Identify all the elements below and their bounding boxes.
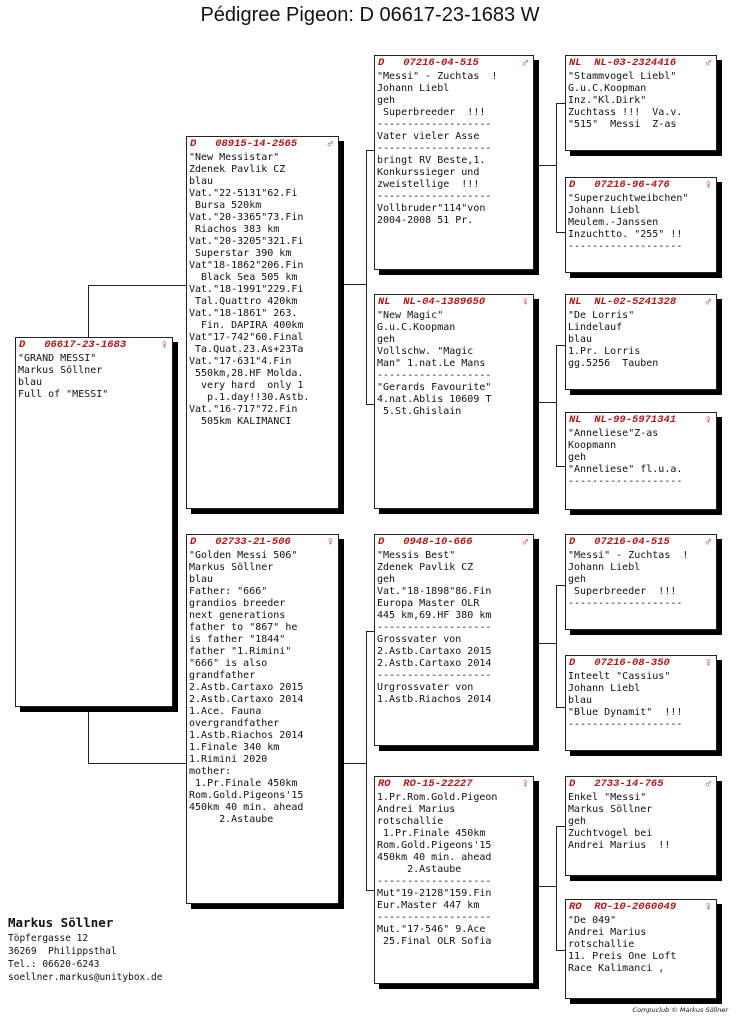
card-line: -------------------: [568, 476, 683, 487]
card-line: Johann Liebl: [568, 562, 641, 573]
card-line: G.u.C.Koopman: [568, 83, 647, 94]
card-line: Eur.Master 447 km: [377, 900, 480, 911]
card-line: -------------------: [377, 191, 492, 202]
card-header: [566, 656, 716, 671]
card-line: 5.St.Ghislain: [377, 406, 462, 417]
card-line: -------------------: [568, 719, 683, 730]
pedigree-card-great-grandparent-2: [565, 177, 717, 273]
card-line: Vat."22-5131"62.Fi: [189, 188, 298, 199]
card-line: Riachos 383 km: [189, 224, 280, 235]
card-line: "Golden Messi 506": [189, 550, 298, 561]
pedigree-card-great-grandparent-4: [565, 412, 717, 510]
card-line: Mut"19-2128"159.Fin: [377, 888, 492, 899]
card-line: Father: "666": [189, 586, 268, 597]
card-line: father "1.Rimini": [189, 646, 292, 657]
pedigree-card-great-grandparent-1: [565, 55, 717, 151]
card-line: 2.Astb.Cartaxo 2015: [377, 646, 492, 657]
card-line: Vat."20-3365"73.Fin: [189, 212, 304, 223]
connector-line: [534, 643, 556, 644]
ring-number: D 06617-23-1683: [19, 339, 127, 351]
ring-number: D 08915-14-2565: [190, 138, 298, 150]
card-line: Markus Söllner: [568, 804, 653, 815]
card-line: 1.Astb.Riachos 2014: [377, 694, 492, 705]
female-icon: ♀: [326, 535, 334, 549]
card-line: Johann Liebl: [377, 83, 450, 94]
card-line: 4.nat.Ablis 10609 T: [377, 394, 492, 405]
card-line: Zdenek Pavlik CZ: [377, 562, 474, 573]
card-line: -------------------: [377, 876, 492, 887]
card-line: Zdenek Pavlik CZ: [189, 164, 286, 175]
connector-line: [534, 165, 556, 166]
connector-line: [88, 285, 89, 339]
card-line: "Blue Dynamit" !!!: [568, 707, 683, 718]
card-line: 1.Pr.Finale 450km: [189, 778, 298, 789]
card-line: grandfather: [189, 670, 256, 681]
ring-number: D 07216-08-350: [569, 657, 670, 669]
card-line: "Messis Best": [377, 550, 456, 561]
connector-line: [556, 466, 565, 467]
card-line: Inteelt "Cassius": [568, 671, 671, 682]
card-header: [566, 535, 716, 550]
card-line: Markus Söllner: [18, 365, 103, 376]
female-icon: ♀: [160, 338, 168, 352]
connector-line: [556, 826, 557, 951]
card-line: Johann Liebl: [568, 683, 641, 694]
card-line: geh: [568, 452, 587, 463]
card-line: Vat"18-1862"206.Fin: [189, 260, 304, 271]
card-line: -------------------: [377, 912, 492, 923]
connector-line: [556, 707, 565, 708]
pedigree-card-maternal-grandmother: [374, 776, 534, 984]
card-line: geh: [568, 816, 587, 827]
card-line: Andrei Marius !!: [568, 840, 671, 851]
card-line: Bursa 520km: [189, 200, 262, 211]
card-line: Lindelauf: [568, 322, 623, 333]
connector-line: [556, 345, 557, 467]
connector-line: [556, 826, 565, 827]
card-header: [375, 777, 533, 792]
card-line: Man" 1.nat.Le Mans: [377, 358, 486, 369]
card-line: -------------------: [377, 622, 492, 633]
connector-line: [366, 150, 374, 151]
card-line: "De Lorris": [568, 310, 635, 321]
connector-line: [88, 285, 186, 286]
female-icon: ♀: [704, 413, 712, 427]
card-line: Rom.Gold.Pigeons'15: [189, 790, 304, 801]
card-line: 2.Astb.Cartaxo 2015: [189, 682, 304, 693]
owner-name: Markus Söllner: [8, 915, 114, 930]
ring-number: D 0948-10-666: [378, 536, 473, 548]
card-line: -------------------: [377, 370, 492, 381]
card-line: Vater vieler Asse: [377, 131, 480, 142]
card-line: Vat."17-631"4.Fin: [189, 356, 292, 367]
female-icon: ♀: [704, 656, 712, 670]
pedigree-card-mother: [186, 534, 339, 904]
card-line: 1.Rimini 2020: [189, 754, 268, 765]
male-icon: ♂: [521, 56, 529, 70]
card-line: "Messi" - Zuchtas !: [568, 550, 689, 561]
card-line: "Anneliese"Z-as: [568, 428, 659, 439]
card-line: 11. Preis One Loft: [568, 951, 677, 962]
connector-line: [556, 103, 557, 233]
card-line: Black Sea 505 km: [189, 272, 298, 283]
pedigree-card-maternal-grandfather: [374, 534, 534, 746]
card-line: Vat."18-1861" 263.: [189, 308, 298, 319]
card-line: is father "1844": [189, 634, 286, 645]
card-line: -------------------: [377, 119, 492, 130]
card-line: Vat."20-3205"321.Fi: [189, 236, 304, 247]
card-line: "515" Messi Z-as: [568, 119, 677, 130]
card-line: 2.Astb.Cartaxo 2014: [377, 658, 492, 669]
card-line: Ta.Quat.23.As+23Ta: [189, 344, 304, 355]
card-line: "666" is also: [189, 658, 268, 669]
card-line: Inzuchtto. "255" !!: [568, 229, 683, 240]
card-line: "De 049": [568, 915, 617, 926]
card-line: Vat."16-717"72.Fin: [189, 404, 298, 415]
card-line: blau: [568, 695, 593, 706]
card-line: geh: [568, 574, 587, 585]
connector-line: [339, 284, 366, 285]
card-line: Vollschw. "Magic: [377, 346, 474, 357]
card-line: "GRAND MESSI": [18, 353, 97, 364]
card-header: [566, 295, 716, 310]
card-header: [375, 535, 533, 550]
card-header: [566, 777, 716, 792]
card-line: bringt RV Beste,1.: [377, 155, 486, 166]
pedigree-card-paternal-grandfather: [374, 55, 534, 270]
card-line: Inz."Kl.Dirk": [568, 95, 647, 106]
card-line: Vat"17-742"60.Final: [189, 332, 304, 343]
card-line: rotschallie: [377, 816, 444, 827]
card-line: "Gerards Favourite": [377, 382, 492, 393]
card-line: Meulem.-Janssen: [568, 217, 659, 228]
card-line: geh: [377, 95, 396, 106]
ring-number: D 07216-04-515: [569, 536, 670, 548]
card-line: p.1.day!!30.Astb.: [189, 392, 310, 403]
card-line: Vat."18-1898"86.Fin: [377, 586, 492, 597]
card-line: "Anneliese" fl.u.a.: [568, 464, 683, 475]
male-icon: ♂: [704, 535, 712, 549]
card-line: gg.5256 Tauben: [568, 358, 659, 369]
page-title: Pédigree Pigeon: D 06617-23-1683 W: [200, 4, 540, 26]
card-line: grandios breeder: [189, 598, 286, 609]
card-line: zweistellige !!!: [377, 179, 480, 190]
card-line: 2.Astaube: [189, 814, 274, 825]
male-icon: ♂: [326, 137, 334, 151]
card-line: blau: [189, 176, 214, 187]
card-line: Superbreeder !!!: [377, 107, 486, 118]
card-line: 2004-2008 51 Pr.: [377, 215, 474, 226]
footer-copyright: Compuclub © Markus Söllner: [632, 1006, 728, 1014]
card-line: blau: [189, 574, 214, 585]
card-line: 1.Finale 340 km: [189, 742, 280, 753]
card-header: [187, 137, 338, 152]
ring-number: RO RO-10-2060049: [569, 901, 677, 913]
card-line: Enkel "Messi": [568, 792, 647, 803]
ring-number: D 07216-04-515: [378, 57, 479, 69]
card-line: 25.Final OLR Sofia: [377, 936, 492, 947]
card-line: "Messi" - Zuchtas !: [377, 71, 498, 82]
card-line: rotschallie: [568, 939, 635, 950]
card-line: 1.Pr.Finale 450km: [377, 828, 486, 839]
card-line: Johann Liebl: [568, 205, 641, 216]
card-line: -------------------: [377, 143, 492, 154]
female-icon: ♀: [704, 900, 712, 914]
card-header: [566, 900, 716, 915]
card-line: overgrandfather: [189, 718, 280, 729]
card-header: [566, 178, 716, 193]
male-icon: ♂: [704, 295, 712, 309]
owner-address-block: [8, 914, 162, 984]
card-line: father to "867" he: [189, 622, 298, 633]
card-line: 505km KALIMANCI: [189, 416, 292, 427]
card-line: Europa Master OLR: [377, 598, 480, 609]
card-line: Urgrossvater von: [377, 682, 474, 693]
card-line: 1.Pr. Lorris: [568, 346, 641, 357]
card-line: Zuchtass !!! Va.v.: [568, 107, 683, 118]
connector-line: [556, 232, 565, 233]
connector-line: [556, 585, 557, 708]
card-line: Superstar 390 km: [189, 248, 292, 259]
pedigree-card-paternal-grandmother: [374, 294, 534, 509]
connector-line: [88, 705, 89, 763]
card-line: 1.Astb.Riachos 2014: [189, 730, 304, 741]
card-line: Grossvater von: [377, 634, 462, 645]
male-icon: ♂: [704, 777, 712, 791]
male-icon: ♂: [704, 56, 712, 70]
card-line: geh: [377, 574, 396, 585]
card-line: Superbreeder !!!: [568, 586, 677, 597]
card-line: Markus Söllner: [189, 562, 274, 573]
card-line: 2.Astaube: [377, 864, 462, 875]
female-icon: ♀: [521, 777, 529, 791]
card-line: Vollbruder"114"von: [377, 203, 486, 214]
owner-phone: Tel.: 06620-6243: [8, 959, 100, 970]
pedigree-card-great-grandparent-3: [565, 294, 717, 390]
card-line: "New Messistar": [189, 152, 280, 163]
card-line: 550km,28.HF Molda.: [189, 368, 304, 379]
card-line: very hard only 1: [189, 380, 304, 391]
card-line: Rom.Gold.Pigeons'15: [377, 840, 492, 851]
connector-line: [556, 585, 565, 586]
card-line: 1.Ace. Fauna: [189, 706, 262, 717]
card-header: [566, 413, 716, 428]
connector-line: [366, 631, 374, 632]
owner-address-line: Töpfergasse 12: [8, 933, 89, 944]
female-icon: ♀: [704, 178, 712, 192]
card-line: "New Magic": [377, 310, 444, 321]
card-line: mother:: [189, 766, 232, 777]
card-line: -------------------: [568, 598, 683, 609]
owner-email: soellner.markus@unitybox.de: [8, 972, 163, 983]
connector-line: [534, 886, 556, 887]
connector-line: [88, 763, 186, 764]
pedigree-card-great-grandparent-6: [565, 655, 717, 751]
card-line: 2.Astb.Cartaxo 2014: [189, 694, 304, 705]
connector-line: [366, 631, 367, 891]
card-header: [375, 56, 533, 71]
connector-line: [339, 763, 366, 764]
ring-number: RO RO-15-22227: [378, 778, 473, 790]
ring-number: NL NL-99-5971341: [569, 414, 677, 426]
card-line: Vat."18-1991"229.Fi: [189, 284, 304, 295]
card-line: 450km 40 min. ahead: [377, 852, 492, 863]
card-header: [187, 535, 338, 550]
card-line: "Superzuchtweibchen": [568, 193, 689, 204]
connector-line: [366, 890, 374, 891]
card-line: "Stammvogel Liebl": [568, 71, 677, 82]
owner-address-line: 36269 Philippsthal: [8, 946, 117, 957]
card-line: -------------------: [568, 241, 683, 252]
ring-number: D 2733-14-765: [569, 778, 664, 790]
female-icon: ♀: [521, 295, 529, 309]
card-line: blau: [568, 334, 593, 345]
card-line: G.u.C.Koopman: [377, 322, 456, 333]
pedigree-card-father: [186, 136, 339, 509]
card-line: Full of "MESSI": [18, 389, 109, 400]
card-line: blau: [18, 377, 43, 388]
ring-number: NL NL-02-5241328: [569, 296, 677, 308]
pedigree-card-great-grandparent-7: [565, 776, 717, 876]
connector-line: [366, 150, 367, 405]
card-line: Race Kalimanci ,: [568, 963, 665, 974]
card-line: Andrei Marius: [568, 927, 647, 938]
card-line: next generations: [189, 610, 286, 621]
pedigree-card-great-grandparent-8: [565, 899, 717, 999]
card-line: Andrei Marius: [377, 804, 456, 815]
card-line: Tal.Quattro 420km: [189, 296, 298, 307]
card-line: Koopmann: [568, 440, 617, 451]
card-line: 450km 40 min. ahead: [189, 802, 304, 813]
card-line: Mut."17-546" 9.Ace: [377, 924, 486, 935]
connector-line: [556, 103, 565, 104]
card-line: -------------------: [377, 670, 492, 681]
card-line: 1.Pr.Rom.Gold.Pigeon: [377, 792, 498, 803]
card-header: [16, 338, 172, 353]
male-icon: ♂: [521, 535, 529, 549]
ring-number: D 02733-21-506: [190, 536, 291, 548]
ring-number: NL NL-03-2324416: [569, 57, 677, 69]
connector-line: [534, 402, 556, 403]
pedigree-card-great-grandparent-5: [565, 534, 717, 630]
card-line: Fin. DAPIRA 400km: [189, 320, 304, 331]
card-header: [375, 295, 533, 310]
ring-number: NL NL-04-1389650: [378, 296, 486, 308]
connector-line: [556, 345, 565, 346]
card-line: Zuchtvogel bei: [568, 828, 653, 839]
card-header: [566, 56, 716, 71]
card-line: 445 km,69.HF 380 km: [377, 610, 492, 621]
pedigree-card-subject: [15, 337, 173, 707]
connector-line: [366, 404, 374, 405]
ring-number: D 07216-96-476: [569, 179, 670, 191]
card-line: geh: [377, 334, 396, 345]
card-line: Konkurssieger und: [377, 167, 480, 178]
connector-line: [556, 950, 565, 951]
